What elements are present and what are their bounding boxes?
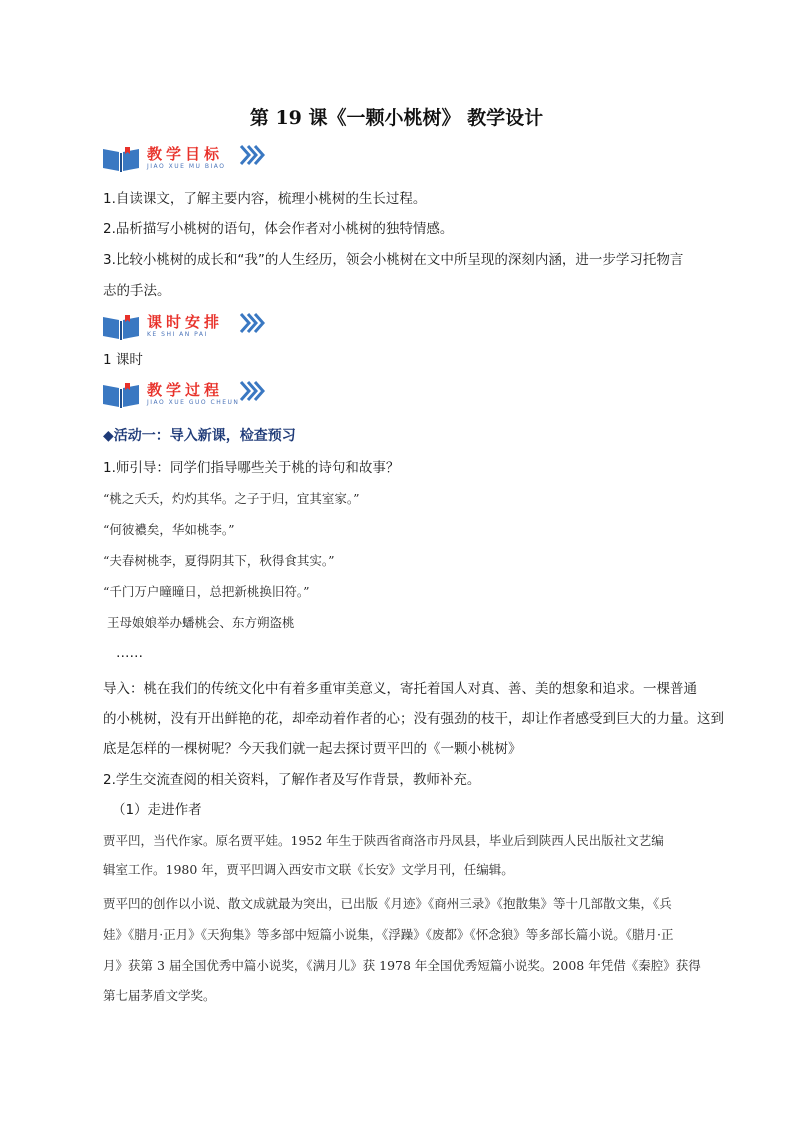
section-label: 教学目标 <box>147 145 224 163</box>
bio-para-2-line-3: 月》获第 3 届全国优秀中篇小说奖，《满月儿》获 1978 年全国优秀短篇小说奖。2008 年凭借《秦腔》获得 <box>103 958 701 973</box>
step-1: 1.师引导：同学们指导哪些关于桃的诗句和故事？ <box>103 460 400 476</box>
subheading-author: （1）走进作者 <box>112 802 202 818</box>
step-2: 2.学生交流查阅的相关资料，了解作者及写作背景，教师补充。 <box>103 772 481 788</box>
ellipsis: …… <box>116 645 143 661</box>
bio-para-2-line-4: 第七届茅盾文学奖。 <box>103 988 216 1003</box>
intro-line-1: 导入：桃在我们的传统文化中有着多重审美意义，寄托着国人对真、善、美的想象和追求。一棵普通 <box>103 681 697 697</box>
activity-heading: ◆活动一：导入新课，检查预习 <box>103 428 296 444</box>
objective-item-3-line-2: 志的手法。 <box>103 283 171 299</box>
open-book-icon <box>101 381 141 409</box>
open-book-icon <box>101 313 141 341</box>
bio-para-2-line-2: 娃》《腊月·正月》《天狗集》等多部中短篇小说集，《浮躁》《废都》《怀念狼》等多部长篇小说。《腊月·正 <box>103 927 674 942</box>
double-chevron-right-icon <box>239 312 265 334</box>
bio-para-1-line-2: 辑室工作。1980 年，贾平凹调入西安市文联《长安》文学月刊，任编辑。 <box>103 862 514 877</box>
section-label: 课时安排 <box>147 313 224 331</box>
objective-item-2: 2.品析描写小桃树的语句，体会作者对小桃树的独特情感。 <box>103 221 454 237</box>
double-chevron-right-icon <box>239 380 265 402</box>
section-label: 教学过程 <box>147 381 224 399</box>
section-header-process <box>101 379 271 413</box>
open-book-icon <box>101 145 141 173</box>
intro-line-3: 底是怎样的一棵树呢？今天我们就一起去探讨贾平凹的《一颗小桃树》 <box>103 741 522 757</box>
double-chevron-right-icon <box>239 144 265 166</box>
bio-para-1-line-1: 贾平凹，当代作家。原名贾平娃。1952 年生于陕西省商洛市丹凤县，毕业后到陕西人民出版社文艺编 <box>103 833 664 848</box>
section-header-schedule <box>101 311 271 345</box>
quote-line: “桃之夭夭，灼灼其华。之子于归，宜其室家。” <box>103 491 360 506</box>
bio-para-2-line-1: 贾平凹的创作以小说、散文成就最为突出，已出版《月迹》《商州三录》《抱散集》等十几部散文集，《兵 <box>103 896 672 911</box>
objective-item-1: 1.自读课文，了解主要内容，梳理小桃树的生长过程。 <box>103 191 427 207</box>
section-pinyin: KE SHI AN PAI <box>147 331 208 338</box>
quote-line: “千门万户曈曈日，总把新桃换旧符。” <box>103 584 310 599</box>
section-pinyin: JIAO XUE GUO CHEUN <box>147 399 240 406</box>
schedule-text: 1 课时 <box>103 352 143 368</box>
objective-item-3-line-1: 3.比较小桃树的成长和“我”的人生经历，领会小桃树在文中所呈现的深刻内涵，进一步学习托物言 <box>103 252 684 268</box>
intro-line-2: 的小桃树，没有开出鲜艳的花，却牵动着作者的心；没有强劲的枝干，却让作者感受到巨大的力量。这到 <box>103 711 724 727</box>
quote-line: 王母娘娘举办蟠桃会、东方朔盗桃 <box>107 615 295 630</box>
section-pinyin: JIAO XUE MU BIAO <box>147 163 226 170</box>
quote-line: “何彼襛矣，华如桃李。” <box>103 522 235 537</box>
quote-line: “夫春树桃李，夏得阴其下，秋得食其实。” <box>103 553 335 568</box>
section-header-objectives <box>101 143 271 177</box>
page-title: 第 19 课《一颗小桃树》 教学设计 <box>249 107 544 129</box>
